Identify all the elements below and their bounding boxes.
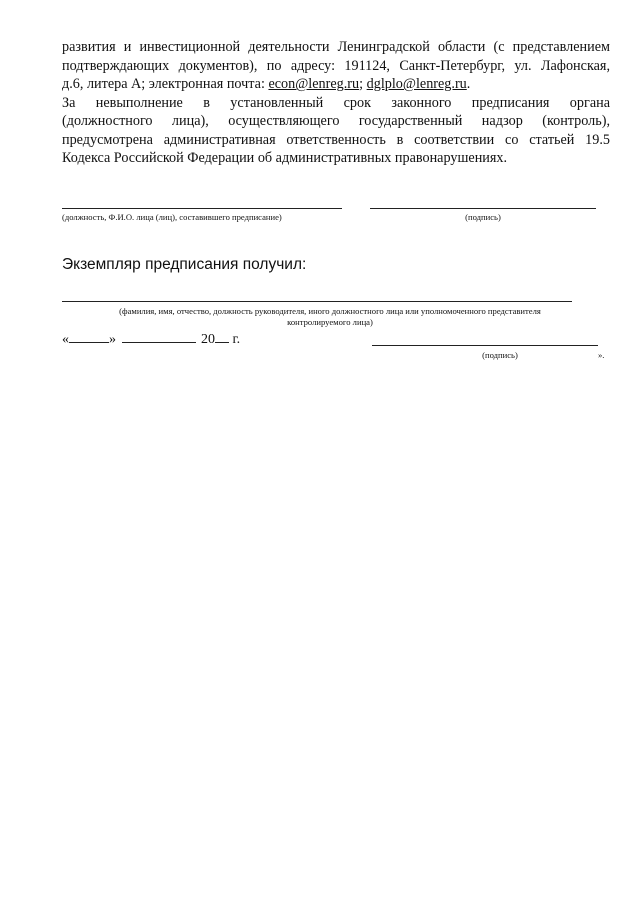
liability-paragraph bbox=[62, 94, 610, 168]
day-blank bbox=[69, 330, 109, 343]
official-name-line bbox=[62, 208, 342, 209]
recipient-caption-2: контролируемого лица) bbox=[287, 317, 373, 327]
official-signature-caption: (подпись) bbox=[465, 212, 501, 222]
year-prefix: 20 bbox=[201, 332, 215, 347]
official-signature-line bbox=[370, 208, 596, 209]
year-suffix: г. bbox=[229, 332, 241, 347]
receipt-date bbox=[62, 330, 240, 349]
month-blank bbox=[122, 330, 196, 343]
liability-line-4: Кодекса Российской Федерации об административных правонарушениях. bbox=[62, 150, 508, 166]
liability-line-3: предусмотрена административная ответственность в соответствии со статьей 19.5 bbox=[62, 131, 610, 148]
email-label: д.6, литера А; электронная почта: bbox=[62, 76, 269, 92]
date-open-quote: « bbox=[62, 332, 69, 347]
address-line-3 bbox=[62, 75, 610, 94]
line-end-period: . bbox=[466, 76, 471, 92]
official-name-caption: (должность, Ф.И.О. лица (лиц), составившего предписание) bbox=[62, 212, 282, 222]
email-link-dglplo[interactable]: dglplo@lenreg.ru bbox=[366, 76, 467, 92]
liability-line-1: За невыполнение в установленный срок законного предписания органа bbox=[62, 94, 610, 111]
date-close-quote: » bbox=[109, 332, 116, 347]
email-link-econ[interactable]: econ@lenreg.ru bbox=[268, 76, 360, 92]
email-separator: ; bbox=[359, 76, 367, 92]
trailing-mark: ». bbox=[598, 350, 605, 360]
address-paragraph bbox=[62, 38, 610, 94]
address-line-2: подтверждающих документов), по адресу: 191124, Санкт-Петербург, ул. Лафонская, bbox=[62, 57, 610, 74]
recipient-caption-1: (фамилия, имя, отчество, должность руководителя, иного должностного лица или уполномоченного представителя bbox=[119, 306, 541, 316]
receiver-signature-line bbox=[372, 345, 598, 346]
recipient-line bbox=[62, 301, 572, 302]
receipt-heading: Экземпляр предписания получил: bbox=[62, 256, 307, 273]
year-blank bbox=[215, 330, 229, 343]
liability-line-2: (должностного лица), осуществляющего государственный надзор (контроль), bbox=[62, 113, 610, 129]
receiver-signature-caption: (подпись) bbox=[482, 350, 518, 360]
address-line-1: развития и инвестиционной деятельности Ленинградской области (с представлением bbox=[62, 39, 610, 55]
